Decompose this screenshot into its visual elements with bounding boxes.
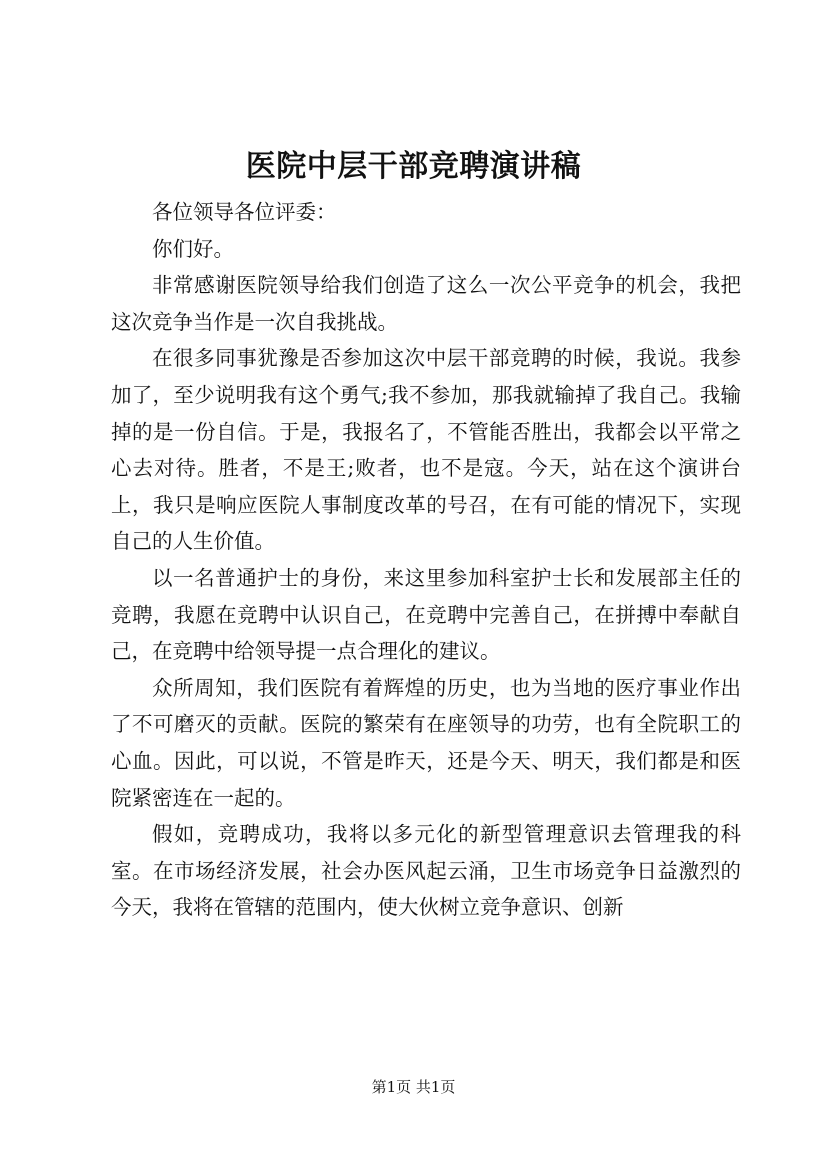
paragraph: 非常感谢医院领导给我们创造了这么一次公平竞争的机会，我把这次竞争当作是一次自我挑战。 [111, 273, 741, 334]
document-title: 医院中层干部竞聘演讲稿 [245, 149, 582, 184]
paragraph: 在很多同事犹豫是否参加这次中层干部竞聘的时候，我说。我参加了，至少说明我有这个勇气;我不参加，那我就输掉了我自己。我输掉的是一份自信。于是，我报名了，不管能否胜出，我都会以平常之心去对待。胜者，不是王;败者，也不是寇。今天，站在这个演讲台上，我只是响应医院人事制度改革的号召，在有可能的情况下，实现自己的人生价值。 [111, 346, 741, 554]
document-body [111, 194, 741, 926]
paragraph: 众所周知，我们医院有着辉煌的历史，也为当地的医疗事业作出了不可磨灭的贡献。医院的繁荣有在座领导的功劳，也有全院职工的心血。因此，可以说，不管是昨天，还是今天、明天，我们都是和医院紧密连在一起的。 [111, 675, 741, 810]
paragraph: 假如，竞聘成功，我将以多元化的新型管理意识去管理我的科室。在市场经济发展，社会办医风起云涌，卫生市场竞争日益激烈的今天，我将在管辖的范围内，使大伙树立竞争意识、创新 [111, 822, 741, 920]
paragraph: 以一名普通护士的身份，来这里参加科室护士长和发展部主任的竞聘，我愿在竞聘中认识自己，在竞聘中完善自己，在拼搏中奉献自己，在竞聘中给领导提一点合理化的建议。 [111, 565, 741, 664]
paragraph-greeting: 你们好。 [152, 236, 234, 261]
page-number-footer: 第1页 共1页 [371, 1078, 456, 1096]
paragraph-salutation: 各位领导各位评委： [152, 200, 337, 224]
